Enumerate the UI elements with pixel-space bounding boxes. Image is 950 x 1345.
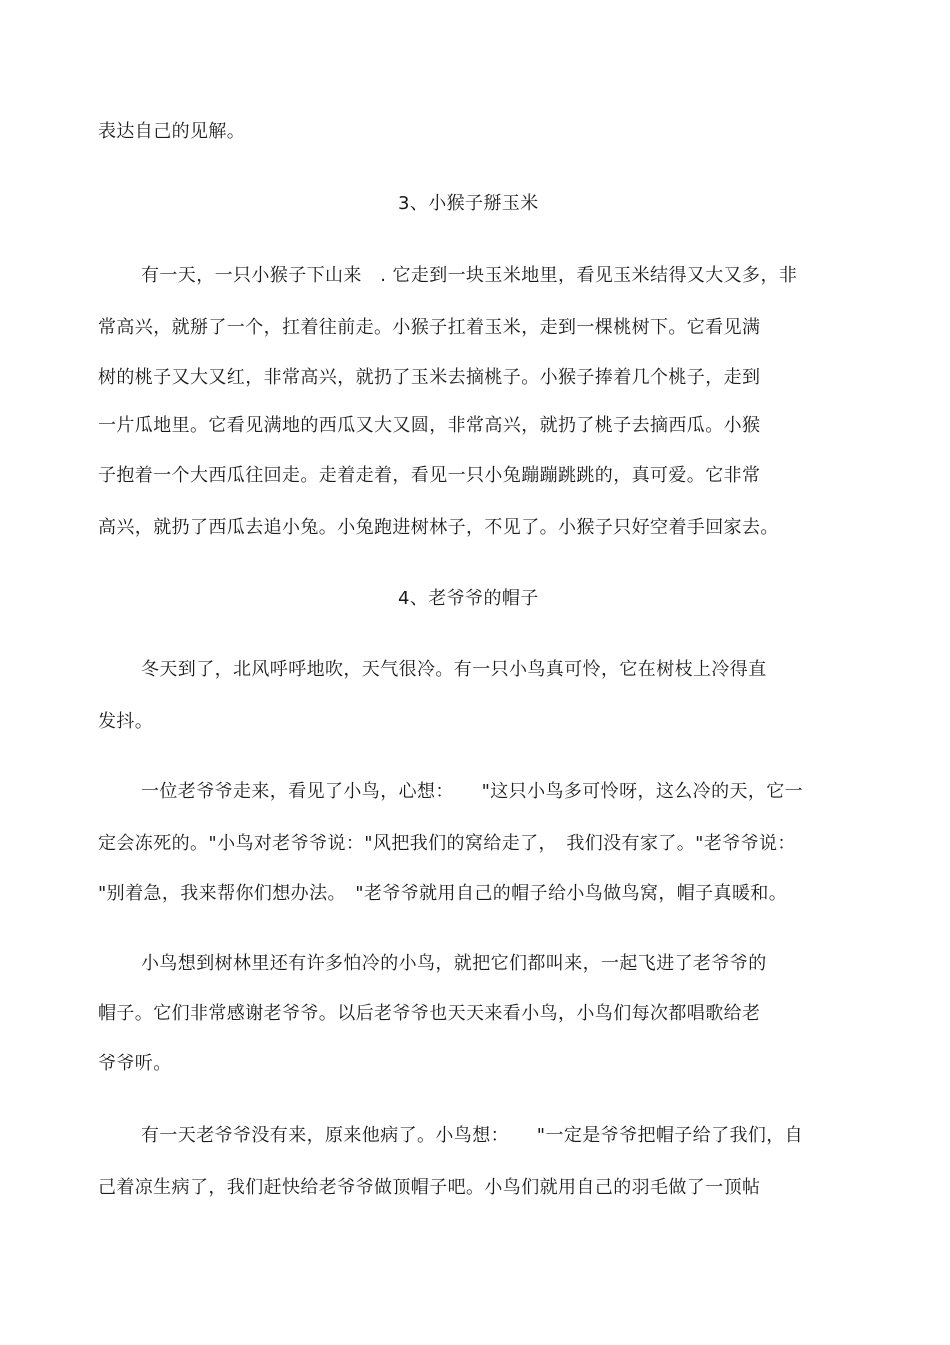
text-line: 有一天老爷爷没有来，原来他病了。小鸟想： "一定是爷爷把帽子给了我们，自 [141,1125,804,1146]
text-line: 树的桃子又大又红，非常高兴，就扔了玉米去摘桃子。小猴子捧着几个桃子，走到 [98,367,761,388]
section-heading: 4、老爷爷的帽子 [398,588,539,609]
text-line: 有一天，一只小猴子下山来 . 它走到一块玉米地里，看见玉米结得又大又多，非 [141,265,798,286]
text-line: 高兴，就扔了西瓜去追小兔。小兔跑进树林子，不见了。小猴子只好空着手回家去。 [98,517,779,538]
section-heading: 3、小猴子掰玉米 [398,193,539,214]
text-line: 冬天到了，北风呼呼地吹，天气很冷。有一只小鸟真可怜，它在树枝上冷得直 [141,659,767,680]
text-line: 一位老爷爷走来，看见了小鸟，心想： "这只小鸟多可怜呀，这么冷的天，它一 [141,781,804,802]
text-line: 定会冻死的。"小鸟对老爷爷说："风把我们的窝给走了， 我们没有家了。"老爷爷说： [98,833,796,854]
text-line: 子抱着一个大西瓜往回走。走着走着，看见一只小兔蹦蹦跳跳的，真可爱。它非常 [98,465,761,486]
text-line: 发抖。 [98,711,154,732]
text-line: 爷爷听。 [98,1053,172,1074]
text-line: 表达自己的见解。 [98,121,246,142]
text-line: "别着急，我来帮你们想办法。 "老爷爷就用自己的帽子给小鸟做鸟窝，帽子真暖和。 [98,883,788,904]
text-line: 己着凉生病了，我们赶快给老爷爷做顶帽子吧。小鸟们就用自己的羽毛做了一顶帖 [98,1177,761,1198]
text-line: 帽子。它们非常感谢老爷爷。以后老爷爷也天天来看小鸟，小鸟们每次都唱歌给老 [98,1003,761,1024]
text-line: 一片瓜地里。它看见满地的西瓜又大又圆，非常高兴，就扔了桃子去摘西瓜。小猴 [98,415,761,436]
text-line: 常高兴，就掰了一个，扛着往前走。小猴子扛着玉米，走到一棵桃树下。它看见满 [98,317,761,338]
text-line: 小鸟想到树林里还有许多怕冷的小鸟，就把它们都叫来，一起飞进了老爷爷的 [141,953,767,974]
